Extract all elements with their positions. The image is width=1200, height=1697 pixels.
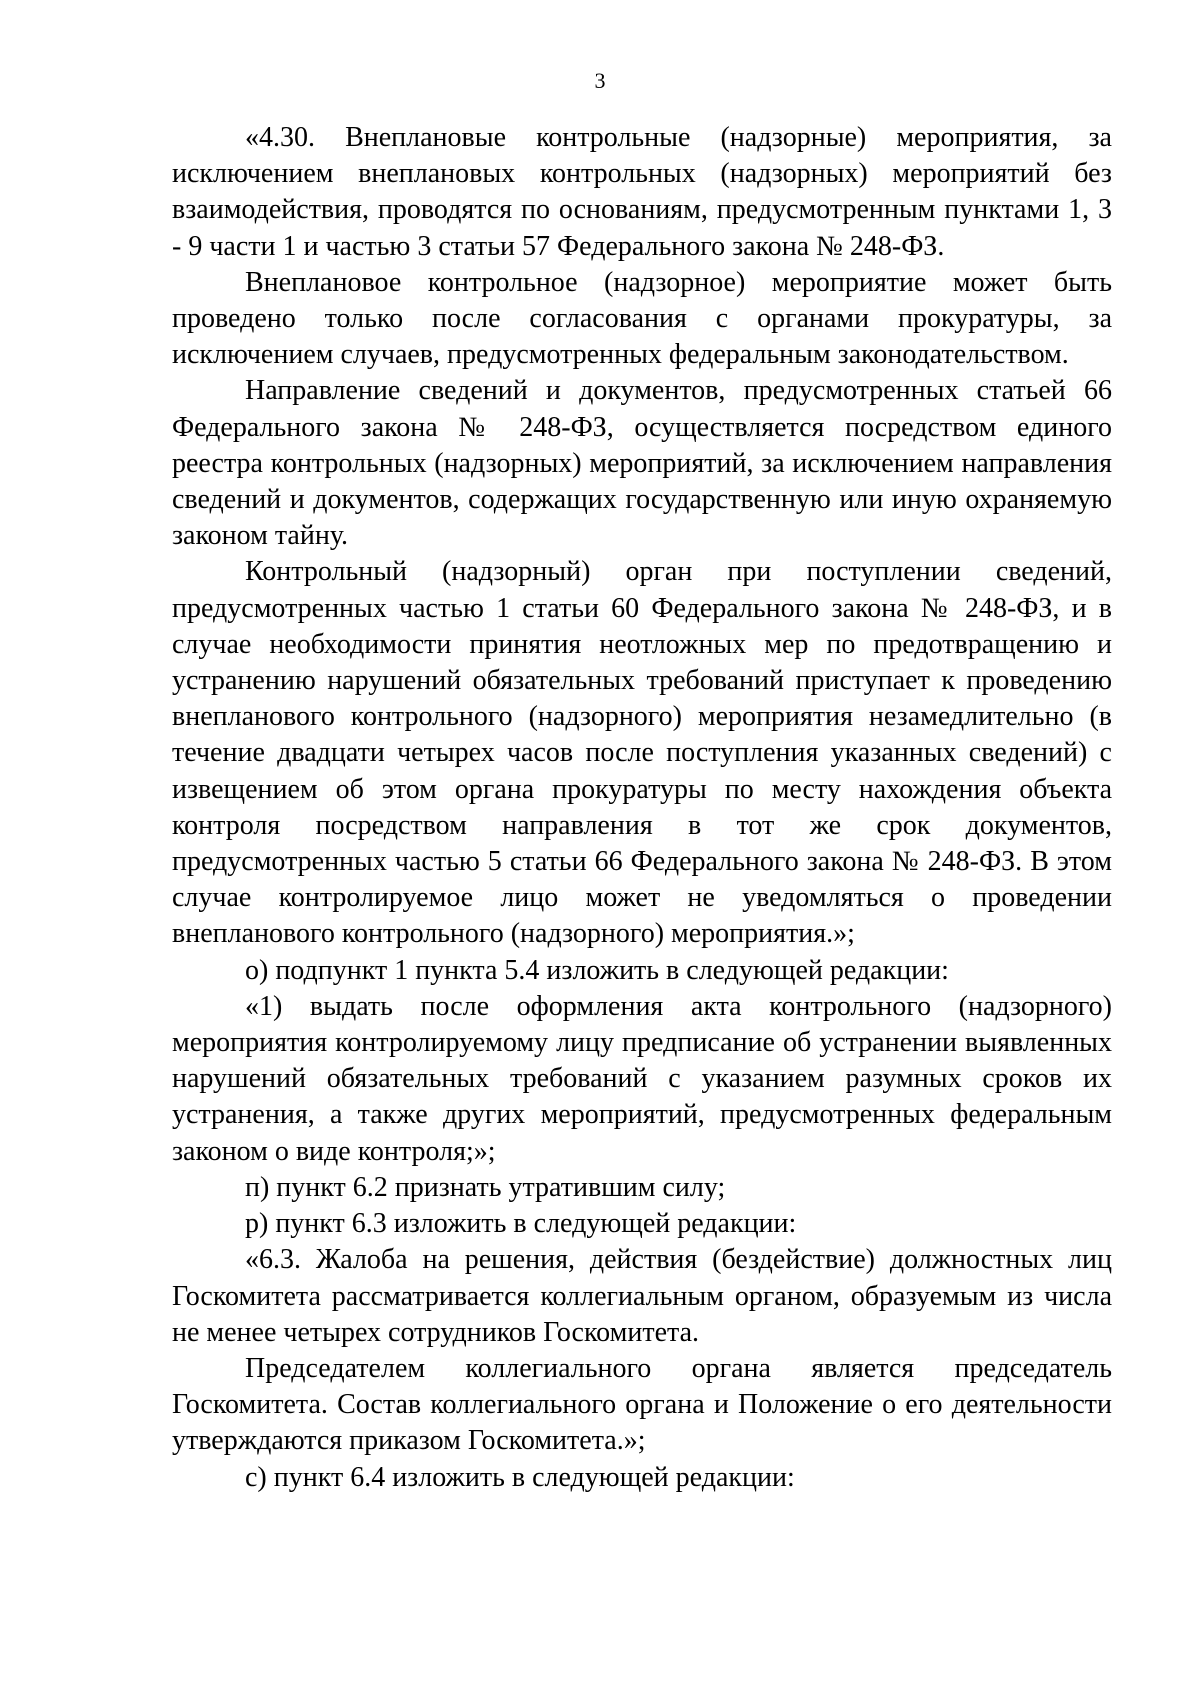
paragraph-urgent-measures: Контрольный (надзорный) орган при поступлении сведений, предусмотренных частью 1 статьи 60 Федерального закона № 248-ФЗ, и в случае необходимости принятия неотложных мер по предотвращению и устранению нарушений обязательных требований приступает к проведению внепланового контрольного (надзорного) мероприятия незамедлительно (в течение двадцати четырех часов после поступления указанных сведений) с извещением об этом органа прокуратуры по месту нахождения объекта контроля посредством направления в тот же срок документов, предусмотренных частью 5 статьи 66 Федерального закона № 248-ФЗ. В этом случае контролируемое лицо может не уведомляться о проведении внепланового контрольного (надзорного) мероприятия.»; — [172, 556, 1112, 950]
paragraph-item-p: п) пункт 6.2 признать утратившим силу; — [245, 1171, 726, 1203]
paragraph-chairman: Председателем коллегиального органа является председатель Госкомитета. Состав коллегиального органа и Положение о его деятельности утверждаются приказом Госкомитета.»; — [172, 1352, 1112, 1457]
paragraph-prosecutor-approval: Внеплановое контрольное (надзорное) мероприятие может быть проведено только после согласования с органами прокуратуры, за исключением случаев, предусмотренных федеральным законодательством. — [172, 266, 1112, 371]
paragraph-item-o: о) подпункт 1 пункта 5.4 изложить в следующей редакции: — [245, 954, 949, 986]
paragraph-subitem-1: «1) выдать после оформления акта контрольного (надзорного) мероприятия контролируемому лицу предписание об устранении выявленных нарушений обязательных требований с указанием разумных сроков их устранения, а также других мероприятий, предусмотренных федеральным законом о виде контроля;»; — [172, 990, 1112, 1167]
document-body — [172, 120, 1112, 1496]
paragraph-item-s: с) пункт 6.4 изложить в следующей редакции: — [245, 1461, 795, 1493]
paragraph-item-r: р) пункт 6.3 изложить в следующей редакции: — [245, 1208, 797, 1240]
page-number: 3 — [594, 68, 606, 93]
paragraph-6-3: «6.3. Жалоба на решения, действия (бездействие) должностных лиц Госкомитета рассматривается коллегиальным органом, образуемым из числа не менее четырех сотрудников Госкомитета. — [172, 1244, 1112, 1348]
paragraph-registry: Направление сведений и документов, предусмотренных статьей 66 Федерального закона № 248-ФЗ, осуществляется посредством единого реестра контрольных (надзорных) мероприятий, за исключением направления сведений и документов, содержащих государственную или иную охраняемую законом тайну. — [172, 375, 1112, 552]
paragraph-4-30: «4.30. Внеплановые контрольные (надзорные) мероприятия, за исключением внеплановых контрольных (надзорных) мероприятий без взаимодействия, проводятся по основаниям, предусмотренным пунктами 1, 3 - 9 части 1 и частью 3 статьи 57 Федерального закона № 248-ФЗ. — [172, 122, 1112, 262]
